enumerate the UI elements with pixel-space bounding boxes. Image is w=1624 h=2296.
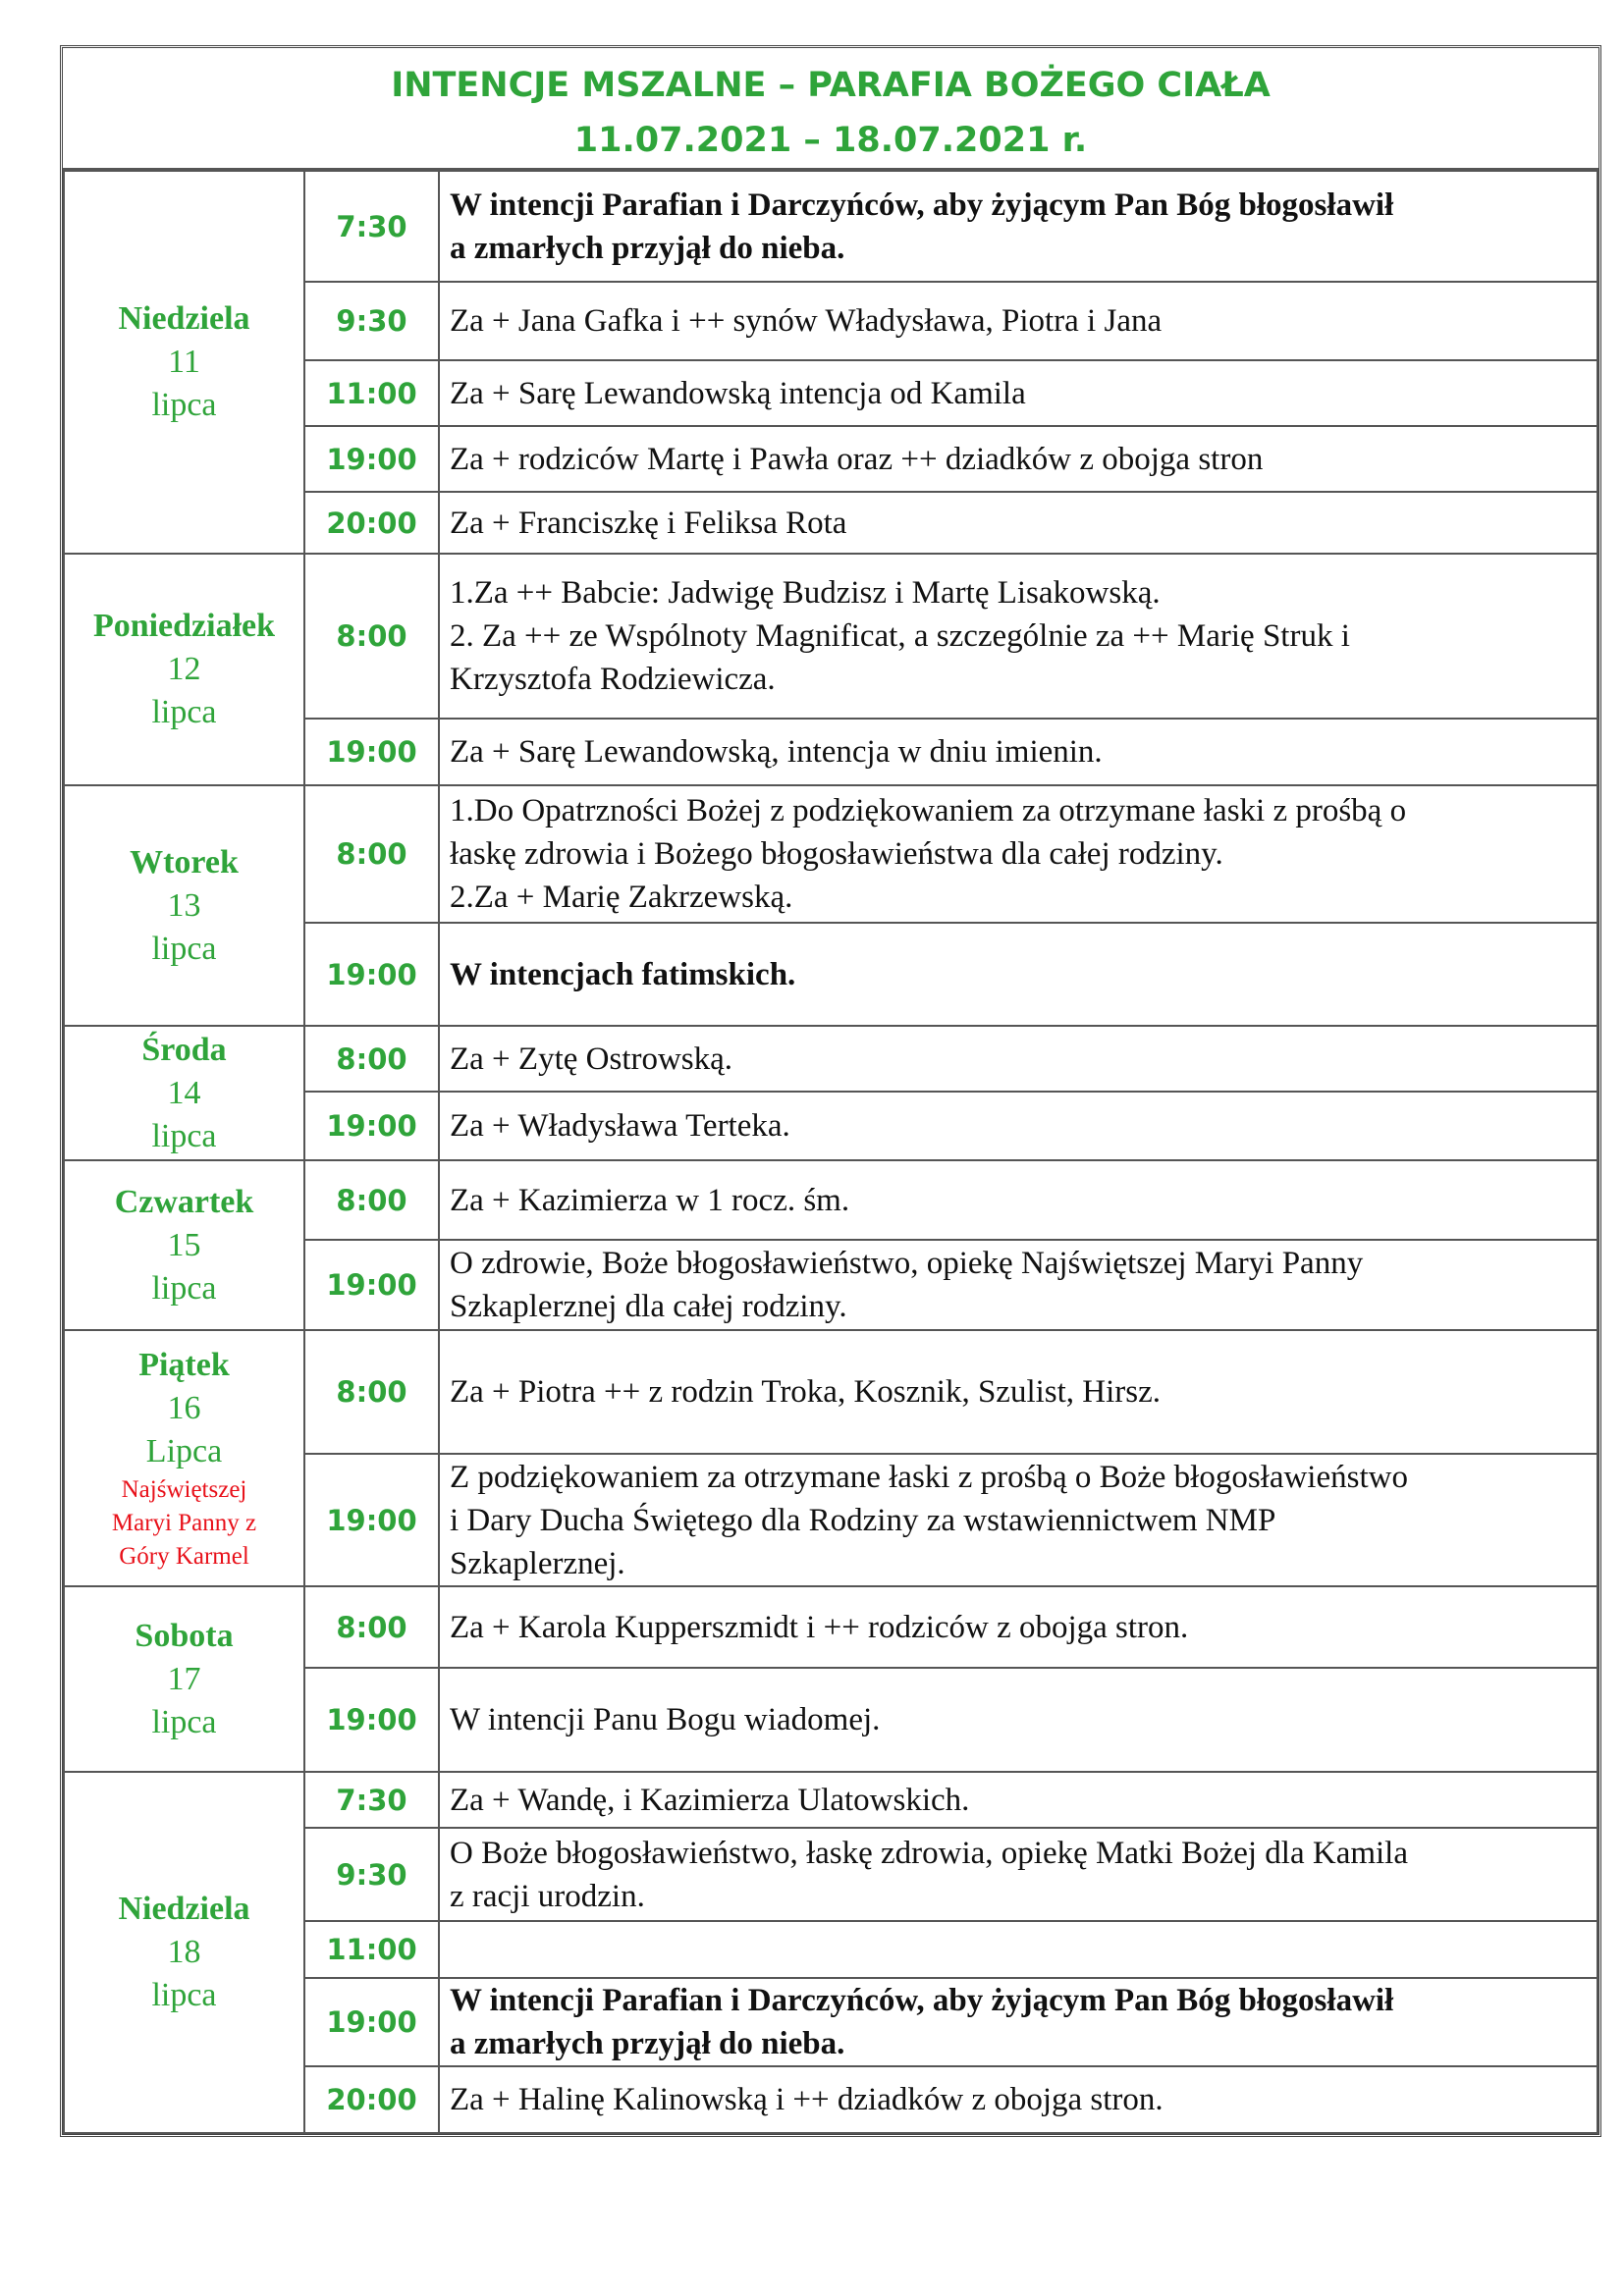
day-cell [64,171,304,554]
mass-row [64,1586,1597,1668]
feast-label: Góry Karmel [119,1542,249,1570]
day-month: lipca [151,694,217,730]
mass-intention [439,1921,1597,1978]
mass-time: 19:00 [304,1240,439,1330]
mass-time: 8:00 [304,1160,439,1240]
title-text: INTENCJE MSZALNE – PARAFIA BOŻEGO CIAŁA [391,66,1271,105]
mass-intention [439,923,1597,1026]
day-number: 12 [167,651,201,687]
mass-time: 19:00 [304,1454,439,1586]
mass-intention [439,1454,1597,1586]
intention-line: W intencji Parafian i Darczyńców, aby żyjącym Pan Bóg błogosławił [450,1983,1394,2018]
intention-line: 2.Za + Marię Zakrzewską. [450,880,793,915]
mass-intention [439,1978,1597,2066]
mass-time: 8:00 [304,1330,439,1454]
day-name: Czwartek [114,1183,254,1220]
mass-time: 20:00 [304,492,439,554]
day-number: 14 [167,1074,201,1111]
mass-intention [439,2066,1597,2133]
intention-line: Za + Sarę Lewandowską, intencja w dniu imienin. [450,734,1103,770]
mass-time: 9:30 [304,282,439,360]
day-cell [64,1330,304,1586]
mass-intention [439,492,1597,554]
day-month: lipca [151,1269,217,1307]
day-month: Lipca [145,1432,223,1469]
intention-line: O Boże błogosławieństwo, łaskę zdrowia, opiekę Matki Bożej dla Kamila [450,1835,1408,1871]
mass-row [64,1330,1597,1454]
mass-time: 19:00 [304,923,439,1026]
day-cell [64,1772,304,2133]
mass-intention [439,1330,1597,1454]
day-number: 18 [167,1934,201,1970]
intention-line: Za + Zytę Ostrowską. [450,1041,733,1077]
intention-line: Za + Franciszkę i Feliksa Rota [450,505,847,541]
day-name: Wtorek [130,843,239,881]
intention-line: Za + Sarę Lewandowską intencja od Kamila [450,375,1026,411]
intention-line: 2. Za ++ ze Wspólnoty Magnificat, a szczególnie za ++ Marię Struk i [450,618,1350,654]
day-cell [64,1160,304,1330]
schedule-sheet [60,45,1601,2137]
day-cell [64,554,304,785]
mass-row [64,554,1597,719]
intention-line: O zdrowie, Boże błogosławieństwo, opiekę Najświętszej Maryi Panny [450,1246,1364,1281]
day-name: Poniedziałek [92,608,276,644]
mass-row [64,171,1597,282]
mass-intention [439,1160,1597,1240]
title-dates: 11.07.2021 – 18.07.2021 r. [573,121,1088,160]
mass-time: 8:00 [304,554,439,719]
mass-row [64,1160,1597,1240]
mass-time: 9:30 [304,1828,439,1921]
day-cell [64,1586,304,1772]
feast-label: Maryi Panny z [111,1509,257,1536]
mass-time: 19:00 [304,426,439,492]
mass-intention [439,282,1597,360]
intention-line: Za + Władysława Terteka. [450,1108,790,1144]
day-number: 16 [167,1389,201,1426]
day-cell [64,1026,304,1160]
mass-time: 8:00 [304,785,439,923]
mass-time: 8:00 [304,1026,439,1092]
day-month: lipca [151,930,217,967]
mass-time: 19:00 [304,1092,439,1160]
mass-intention [439,360,1597,426]
mass-time: 8:00 [304,1586,439,1668]
mass-row [64,785,1597,923]
intention-line: W intencji Parafian i Darczyńców, aby żyjącym Pan Bóg błogosławił [450,187,1394,223]
mass-time: 7:30 [304,171,439,282]
mass-intention [439,1026,1597,1092]
mass-intention [439,1240,1597,1330]
mass-intention [439,426,1597,492]
intention-line: 1.Za ++ Babcie: Jadwigę Budzisz i Martę Lisakowską. [450,575,1161,611]
day-name: Sobota [135,1617,234,1654]
mass-intention [439,554,1597,719]
day-month: lipca [151,1977,217,2013]
intention-line: łaskę zdrowia i Bożego błogosławieństwa dla całej rodziny. [450,836,1223,872]
mass-row [64,1026,1597,1092]
day-name: Środa [141,1031,227,1068]
intention-line: a zmarłych przyjął do nieba. [450,2026,845,2061]
mass-time: 19:00 [304,1978,439,2066]
mass-intention [439,1828,1597,1921]
day-name: Niedziela [118,300,250,337]
intention-line: Za + rodziców Martę i Pawła oraz ++ dziadków z obojga stron [450,441,1264,477]
intention-line: Za + Halinę Kalinowską i ++ dziadków z obojga stron. [450,2082,1164,2117]
day-number: 17 [167,1660,201,1697]
mass-intention [439,1772,1597,1828]
intention-line: Za + Piotra ++ z rodzin Troka, Kosznik, Szulist, Hirsz. [450,1374,1162,1410]
day-number: 11 [168,344,200,380]
mass-time: 20:00 [304,2066,439,2133]
mass-time: 19:00 [304,1668,439,1772]
mass-intention [439,785,1597,923]
mass-intention [439,1586,1597,1668]
intention-line: Szkaplerznej dla całej rodziny. [450,1289,847,1324]
intention-line: Za + Karola Kupperszmidt i ++ rodziców z obojga stron. [450,1609,1189,1645]
intention-line: z racji urodzin. [450,1878,645,1914]
mass-intention [439,1668,1597,1772]
intention-line: Szkaplerznej. [450,1545,625,1581]
intention-line: Za + Wandę, i Kazimierza Ulatowskich. [450,1782,970,1818]
mass-intentions-table [63,170,1598,2134]
day-cell [64,785,304,1026]
mass-time: 11:00 [304,360,439,426]
day-month: lipca [151,387,217,423]
mass-time: 11:00 [304,1921,439,1978]
page-title [63,48,1598,170]
intention-line: Z podziękowaniem za otrzymane łaski z prośbą o Boże błogosławieństwo [450,1459,1408,1495]
mass-intention [439,719,1597,785]
intention-line: 1.Do Opatrzności Bożej z podziękowaniem za otrzymane łaski z prośbą o [450,793,1407,828]
day-name: Niedziela [118,1891,250,1927]
day-month: lipca [151,1117,217,1154]
day-number: 13 [167,886,201,924]
feast-label: Najświętszej [121,1475,247,1503]
mass-time: 19:00 [304,719,439,785]
intention-line: Krzysztofa Rodziewicza. [450,662,776,697]
intention-line: i Dary Ducha Świętego dla Rodziny za wstawiennictwem NMP [450,1502,1276,1538]
day-name: Piątek [138,1346,230,1383]
intention-line: W intencji Panu Bogu wiadomej. [450,1702,881,1737]
intention-line: Za + Kazimierza w 1 rocz. śm. [450,1182,850,1218]
intention-line: Za + Jana Gafka i ++ synów Władysława, Piotra i Jana [450,303,1163,339]
intention-line: W intencjach fatimskich. [450,956,796,992]
mass-intention [439,1092,1597,1160]
intention-line: a zmarłych przyjął do nieba. [450,230,845,266]
mass-row [64,1772,1597,1828]
mass-time: 7:30 [304,1772,439,1828]
day-month: lipca [151,1703,217,1740]
day-number: 15 [167,1226,201,1263]
mass-intention [439,171,1597,282]
